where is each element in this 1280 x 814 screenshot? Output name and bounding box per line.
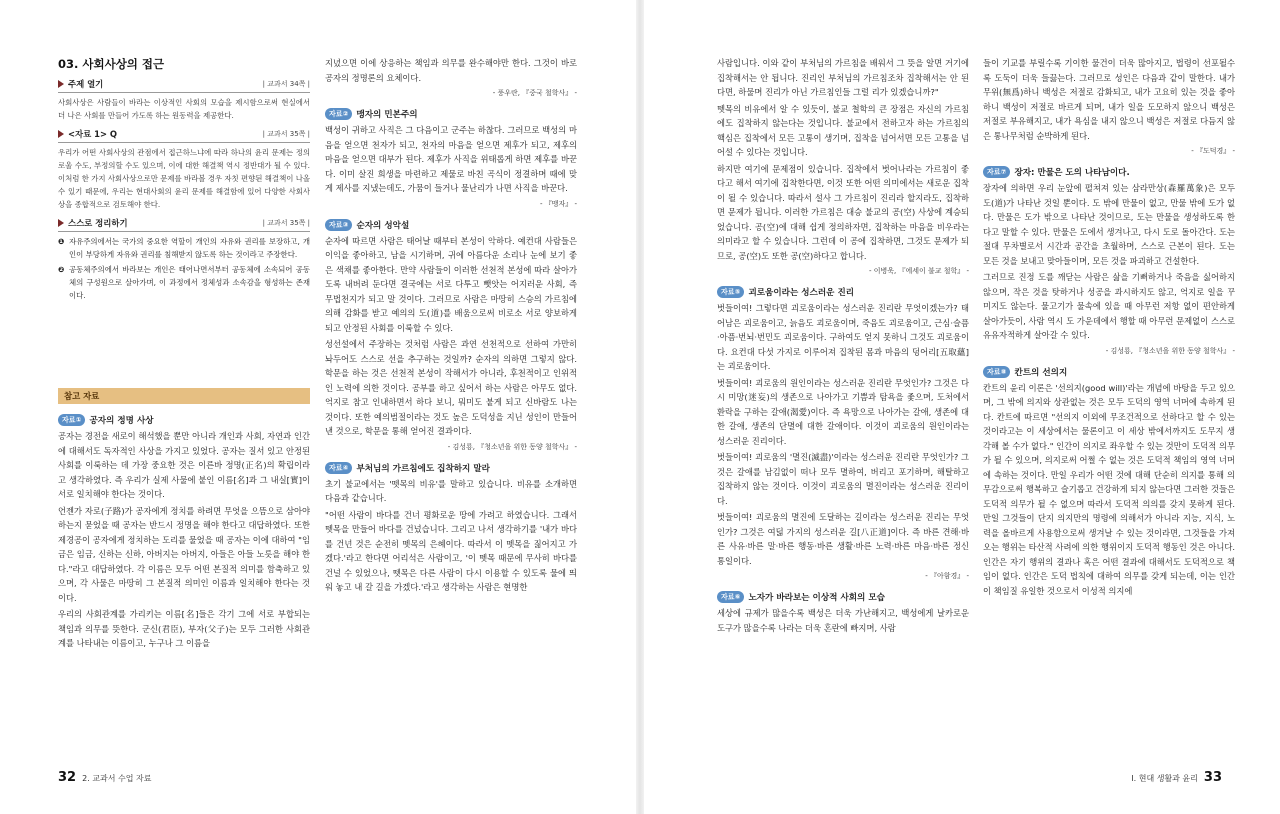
q1-textbook-ref: | 교과서 35쪽 | — [262, 130, 310, 138]
material-8-paragraph: 칸트의 윤리 이론은 '선의지(good will)'라는 개념에 바탕을 두고 있으며, 그 밖에 의지와 상관없는 것은 모두 도덕의 영역 너머에 속하게 된다. 칸트에 따르면 "선의지 이외에 무조건적으로 선하다고 할 수 있는 것이라고는 이 세상에서는 물론이고 이 세상 밖에서까지도 도무지 생각해 볼 수가 없다." 인간이 의지로 좌우할 수 있는 것만이 도덕적 의무가 될 수 있으며, 의지로써 어쩔 수 없는 것은 도덕적 책임의 영역 너머에 속하는 것이다. 만일 우리가 어떤 것에 대해 단순히 의지를 통해 의무감으로써 행복하고 슬기롭고 건강하게 되지 않는다면 그러한 것들은 도덕적 의무가 될 수 없으며 따라서 도덕적 의의를 갖지 못하게 된다. 만일 그것들이 단지 의지만의 명령에 의해서가 아니라 지능, 지식, 노력을 올바르게 사용함으로써 생겨날 수 있는 것이라면, 그것들을 가져오는 행위는 타산적 사려에 의한 행위이지 도덕적 행동인 것은 아니다. 인간은 자기 행위의 결과나 혹은 어떤 결과에 대해서도 도덕적으로 책임이 없다. 인간은 도덕 법칙에 대하여 의무를 갖게 되는데, 이는 인간이 책임질 유일한 것으로서 이성적 의지에 — [983, 382, 1235, 596]
source-citation: - 이병욱, 『에세이 불교 철학』 - — [868, 267, 969, 275]
material-tag: 자료④ — [325, 462, 352, 474]
material-5-paragraph: 벗들이여! 그렇다면 괴로움이라는 성스러운 진리란 무엇이겠는가? 태어남은 괴로움이고, 늙음도 괴로움이며, 죽음도 괴로움이고, 근심·슬픔·아픔·번뇌·번민도 괴로움이다. 구하여도 얻지 못하니 그것도 괴로움이다. 요컨대 다섯 가지로 이루어져 집착된 몸과 마음의 덩어리[五取蘊]는 괴로움이다. — [717, 303, 969, 371]
self-item-text: 공동체주의에서 바라보는 개인은 태어나면서부터 공동체에 소속되어 공동체의 구성원으로 살아가며, 이 과정에서 정체성과 소속감을 형성하는 존재이다. — [69, 265, 310, 300]
material-4-paragraph: 초기 불교에서는 '뗏목의 비유'를 말하고 있습니다. 비유를 소개하면 다음과 같습니다. — [325, 478, 577, 503]
q1-label: <자료 1> Q — [68, 129, 117, 139]
material-1-paragraph: 우리의 사회관계를 가리키는 이름[名]들은 각기 그에 서로 부합되는 책임과 의무를 뜻한다. 군신(君臣), 부자(父子)는 모두 그러한 사회관계를 나타내는 이름이고, 누구나 그 이름을 — [58, 609, 310, 648]
material-tag: 자료① — [58, 414, 85, 426]
material-6-continued: 들이 기교를 부릴수록 기이한 물건이 더욱 많아지고, 법령이 선포될수록 도둑이 더욱 들끓는다. 그러므로 성인은 다음과 같이 말한다. 내가 무위(無爲)하니 백성은 저절로 감화되고, 내가 고요히 있는 것을 좋아하니 백성이 저절로 바르게 되며, 내가 일을 도모하지 않으니 백성은 저절로 부유해지고, 내가 욕심을 내지 않으니 백성은 저절로 다듬지 않은 통나무처럼 순박하게 된다. — [983, 58, 1235, 141]
source-citation: - 『맹자』 - — [539, 199, 577, 208]
material-title: 맹자의 민본주의 — [356, 110, 418, 120]
source-citation: - 김성룡, 『청소년을 위한 동양 철학사』 - — [1105, 346, 1235, 355]
material-tag: 자료⑤ — [717, 286, 744, 298]
material-7-paragraph: 장자에 의하면 우리 눈앞에 펼쳐져 있는 삼라만상(森羅萬象)은 모두 도(道)가 나타난 것일 뿐이다. 도 밖에 만물이 없고, 만물 밖에 도가 없다. 만물은 도가 밖으로 나타난 것이므로, 도는 만물을 생성하도록 한다고 말할 수 있다. 만물은 도에서 생겨나고, 다시 도로 돌아간다. 도는 절대 무차별로서 시간과 공간을 초월하며, 스스로 근본이 된다. 도는 모든 것을 보내고 맞아들이며, 모든 것을 파괴하고 건설한다. — [983, 183, 1235, 266]
material-4-continued: 사람입니다. 이와 같이 부처님의 가르침을 배워서 그 뜻을 알면 거기에 집착해서는 안 됩니다. 진리인 부처님의 가르침조차 집착해서는 안 된다면, 하물며 진리가 아닌 가르침인들 그럴 리가 있겠습니까?" — [717, 58, 969, 97]
left-page-column-1 — [58, 56, 310, 653]
material-title: 괴로움이라는 성스러운 진리 — [748, 288, 855, 298]
page-gutter — [636, 0, 644, 814]
triangle-bullet-icon — [58, 130, 64, 138]
q1-heading — [58, 128, 310, 143]
page-number: 32 — [58, 770, 77, 785]
triangle-bullet-icon — [58, 80, 64, 88]
material-1-paragraph: 공자는 경전을 새로이 해석했을 뿐만 아니라 개인과 사회, 자연과 인간에 대해서도 독자적인 사상을 가지고 있었다. 공자는 질서 있고 안정된 사회를 이룩하는 데 가장 중요한 것은 이른바 정명(正名)의 확립이라고 생각하였다. 즉 우리가 실제 사물에 붙인 이름[名]과 그 내실[實]이 서로 일치해야 한다는 것이다. — [58, 431, 310, 499]
material-1-paragraph: 언젠가 자로(子路)가 공자에게 정치를 하려면 무엇을 으뜸으로 삼아야 하는지 묻었을 때 공자는 반드시 정명을 해야 한다고 대답하였다. 또한 제경공이 공자에게 정치하는 도리를 물었을 때 공자는 이에 대하여 "임금은 임금, 신하는 신하, 아버지는 아버지, 아들은 아들 노릇을 해야 한다."라고 대답하였다. 각 이름은 모두 어떤 본질적 의미를 함축하고 있으며, 각 사물은 마땅히 그 본질적 의미인 이름과 일치해야 한다는 것이다. — [58, 505, 310, 603]
intro-textbook-ref: | 교과서 34쪽 | — [262, 80, 310, 88]
material-title: 부처님의 가르침에도 집착하지 말라 — [356, 463, 490, 474]
material-tag: 자료⑥ — [717, 591, 744, 603]
material-4-paragraph: 뗏목의 비유에서 알 수 있듯이, 불교 철학의 큰 장점은 자신의 가르침에도 집착하지 않는다는 것입니다. 불교에서 전하고자 하는 가르침의 핵심은 집착에서 모든 고통이 생기며, 집착을 넘어서면 모든 고통을 넘어설 수 있다는 것입니다. — [717, 103, 969, 157]
self-item-text: 자유주의에서는 국가의 중요한 역할이 개인의 자유와 권리를 보장하고, 개인이 부당하게 자유와 권리를 침해받지 않도록 하는 것이라고 주장한다. — [69, 237, 310, 259]
section-title: 03. 사회사상의 접근 — [58, 57, 165, 71]
material-5-paragraph: 벗들이여! 괴로움의 '멸진(滅盡)'이라는 성스러운 진리란 무엇인가? 그것은 갈애를 남김없이 떠나 모두 멸하여, 버리고 포기하며, 해탈하고 집착하지 않는 것이다. 이것이 괴로움의 멸진이라는 성스러운 진리이다. — [717, 452, 969, 506]
running-footer: 2. 교과서 수업 자료 — [82, 774, 152, 783]
material-tag: 자료② — [325, 108, 352, 120]
material-5-paragraph: 벗들이여! 괴로움의 원인이라는 성스러운 진리란 무엇인가? 그것은 다시 미망(迷妄)의 생존으로 나아가고 기쁨과 탐욕을 좇으며, 도처에서 환락을 구하는 갈애(渴愛)이다. 즉 욕망으로 나아가는 갈애, 생존에 대한 갈애, 생존의 단멸에 대한 갈애이다. 이것이 괴로움의 원인이라는 성스러운 진리이다. — [717, 377, 969, 446]
material-5-heading — [717, 286, 969, 298]
material-tag: 자료⑧ — [983, 366, 1010, 378]
self-heading — [58, 217, 310, 232]
source-citation: - 김성룡, 『청소년을 위한 동양 철학사』 - — [447, 442, 577, 451]
spacer — [58, 304, 310, 388]
reference-material-bar: 참고 자료 — [58, 388, 310, 404]
material-4-paragraph: 하지만 여기에 문제점이 있습니다. 집착에서 벗어나라는 가르침이 좋다고 해서 여기에 집착한다면, 이것 또한 어떤 의미에서는 새로운 집착이 될 수 있습니다. 따라서 설사 그 가르침이 진리라 할지라도, 집착하면 문제가 됩니다. 이러한 가르침은 대승 불교의 공(空) 사상에 계승되었습니다. 공(空)에 대해 쉽게 정의하자면, 집착하는 마음을 비우라는 의미라고 할 수 있습니다. 그런데 이 공에 집착하면, 그것도 문제가 되므로, 공(空)도 또한 공(空)하다고 합니다. — [717, 163, 969, 261]
material-7-heading — [983, 166, 1235, 178]
material-2-heading — [325, 108, 577, 120]
intro-label: 주제 열기 — [68, 79, 104, 89]
source-citation: - 『아함경』 - — [925, 572, 969, 580]
source-citation: - 풍우란, 『중국 철학사』 - — [492, 89, 577, 97]
q1-text: 우리가 어떤 사회사상의 관점에서 접근하느냐에 따라 하나의 윤리 문제는 정의로울 수도, 부정의할 수도 있으며, 이에 대한 해결책 역시 정반대가 될 수 있다. 이처럼 한 가지 사회사상으로만 문제를 바라볼 경우 자칫 편향된 해결책이 나올 수 있기 때문에, 우리는 현대사회의 윤리 문제를 해결함에 있어 다양한 사회사상을 종합적으로 검토해야 한다. — [58, 148, 310, 209]
intro-heading — [58, 78, 310, 93]
triangle-bullet-icon — [58, 219, 64, 227]
material-tag: 자료⑦ — [983, 166, 1010, 178]
self-item-number: ❷ — [58, 265, 65, 274]
right-page-column-2 — [983, 56, 1235, 600]
material-1-continued: 지녔으면 이에 상응하는 책임과 의무를 완수해야만 한다. 그것이 바로 공자의 정명론의 요체이다. — [325, 58, 577, 83]
material-tag: 자료③ — [325, 219, 352, 231]
page-number: 33 — [1203, 770, 1222, 785]
material-7-paragraph: 그러므로 진정 도를 깨닫는 사람은 삶을 기뻐하거나 죽음을 싫어하지 않으며, 작은 것을 탓하거나 성공을 과시하지도 않고, 억지로 일을 꾸미지도 않는다. 물고기가 물속에 있을 때 아무런 저항 없이 편안하게 살아가듯이, 사람 역시 도 가운데에서 행할 때 아무런 문제없이 스스로 유유자적하게 살아갈 수 있다. — [983, 272, 1235, 340]
self-item — [58, 235, 310, 261]
material-4-heading — [325, 462, 577, 474]
material-title: 장자: 만물은 도의 나타남이다. — [1014, 168, 1130, 178]
self-label: 스스로 정리하기 — [68, 218, 128, 228]
material-title: 순자의 성악설 — [356, 220, 410, 231]
left-page-footer — [58, 770, 151, 785]
material-3-heading — [325, 219, 577, 231]
material-3-paragraph: 성선설에서 주장하는 것처럼 사람은 과연 선천적으로 선하여 가만히 놔두어도 스스로 선을 추구하는 것일까? 순자의 의하면 그렇지 않다. 학문을 하는 것은 선천적 본성이 작해서가 아니라, 후천적이고 인위적인 노력에 의한 것이다. 공부를 하고 싶어서 하는 사람은 아무도 없다. 억지로 참고 인내하면서 하다 보니, 뭐미도 붙게 되고 신바람도 나는 것이다. 또한 예의범절이라는 것도 높은 도덕성을 지닌 성인이 만들어 낸 것으로, 학문을 통해 얻어진 결과이다. — [325, 339, 577, 436]
self-item — [58, 263, 310, 302]
material-6-paragraph: 세상에 규제가 많을수록 백성은 더욱 가난해지고, 백성에게 날카로운 도구가 많을수록 나라는 더욱 혼란에 빠지며, 사람 — [717, 608, 969, 633]
material-title: 공자의 정명 사상 — [89, 416, 154, 426]
left-page-column-2 — [325, 56, 577, 597]
material-1-heading — [58, 414, 310, 426]
self-item-number: ❶ — [58, 237, 65, 246]
right-page-column-1 — [717, 56, 969, 637]
material-2-paragraph: 백성이 귀하고 사직은 그 다음이고 군주는 하찮다. 그러므로 백성의 마음을 얻으면 천자가 되고, 천자의 마음을 얻으면 제후가 되고, 제후의 마음을 얻으면 대부가 된다. 제후가 사직을 위태롭게 하면 제후를 바꾼다. 이미 살진 희생을 마련하고 제물로 바친 곡식이 정결하며 때에 맞게 제사를 지냈는데도, 가뭄이 들거나 물난리가 나면 사직을 바꾼다. — [325, 125, 577, 193]
material-title: 칸트의 선의지 — [1014, 367, 1068, 378]
material-5-paragraph: 벗들이여! 괴로움의 멸진에 도달하는 길이라는 성스러운 진리는 무엇인가? 그것은 여덟 가지의 성스러운 길[八正道]이다. 즉 바른 견해·바른 사유·바른 말·바른 행동·바른 생활·바른 노력·바른 마음·바른 정신 통일이다. — [717, 512, 969, 566]
material-title: 노자가 바라보는 이상적 사회의 모습 — [748, 593, 885, 603]
material-8-heading — [983, 366, 1235, 378]
right-page-footer — [1131, 770, 1222, 785]
running-footer: I. 현대 생활과 윤리 — [1131, 774, 1198, 783]
material-3-paragraph: 순자에 따르면 사람은 태어날 때부터 본성이 악하다. 예컨대 사람들은 이익을 좋아하고, 남을 시기하며, 귀에 아름다운 소리나 눈에 보기 좋은 색채를 좋아한다. 만약 사람들이 이러한 선천적 본성에 따라 살아가도록 내버려 둔다면 결국에는 서로 다투고 뺏앗는 어지러운 사회, 즉 무법천지가 되고 말 것이다. 그러므로 사람은 마땅히 스승의 가르침에 의해 감화를 받고 예의의 도(道)를 배움으로써 비로소 서로 양보하게 되고 안정된 사회를 이룩할 수 있다. — [325, 235, 577, 333]
material-6-heading — [717, 591, 969, 603]
intro-text: 사회사상은 사람들이 바라는 이상적인 사회의 모습을 제시함으로써 현실에서 더 나은 사회를 만들어 가도록 하는 원동력을 제공한다. — [58, 98, 310, 120]
material-4-paragraph: "어떤 사람이 바다를 건너 평화로운 땅에 가려고 하였습니다. 그래서 뗏목을 만들어 바다를 건넜습니다. 그리고 나서 생각하기를 '내가 바다를 건넌 것은 순전히 뗏목의 은혜이다. 따라서 이 뗏목을 짊어지고 가겠다.'라고 한다면 어리석은 사람이고, '이 뗏목 때문에 무사히 바다를 건널 수 있었으나, 뗏목은 다른 사람이 다시 이용할 수 있도록 물에 띄워 놓고 내 갈 길을 가겠다.'라고 생각하는 사람은 현명한 — [325, 509, 577, 592]
source-citation: - 『도덕경』 - — [1191, 147, 1235, 155]
self-textbook-ref: | 교과서 35쪽 | — [262, 219, 310, 227]
